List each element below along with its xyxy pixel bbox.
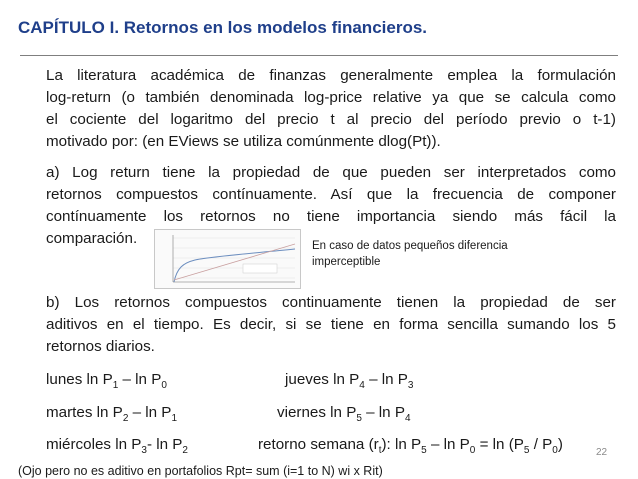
chart-note: En caso de datos pequeños diferencia imperceptible bbox=[312, 240, 508, 268]
equation-weekly-return: retorno semana $(r_t)$: $\ln P_5 - \ln P_0 = \ln (P_5 / P_0)$ bbox=[258, 436, 563, 457]
title-divider bbox=[20, 55, 618, 56]
page-number: 22 bbox=[596, 447, 608, 458]
text-line: comparación. bbox=[46, 230, 138, 247]
slide-title: CAPÍTULO I. Retornos en los modelos financieros. bbox=[18, 18, 428, 37]
text-line: motivado por: (en EViews se utiliza comúnmente dlog(Pt)). bbox=[46, 133, 441, 150]
text-line: contínuamente los retornos no tiene importancia siendo más fácil la bbox=[46, 208, 616, 225]
text-line: aditivos en el tiempo. Es decir, si se tiene en forma sencilla sumando los 5 bbox=[46, 316, 616, 333]
log-curve-thumbnail bbox=[154, 229, 301, 289]
paragraph-property-a bbox=[46, 162, 616, 250]
text-line: b) Los retornos compuestos continuamente tienen la propiedad de ser bbox=[46, 294, 616, 311]
text-line: log-return (o también denominada log-price relative ya que se calcula como bbox=[46, 89, 616, 106]
equation-martes: martes $\ln P_2$ – $\ln P_1$ bbox=[46, 404, 177, 425]
text-line: La literatura académica de finanzas generalmente emplea la formulación bbox=[46, 67, 616, 84]
equation-miercoles: miércoles $\ln P_3-$ $\ln P_2$ bbox=[46, 436, 188, 457]
text-line: retornos diarios. bbox=[46, 338, 155, 355]
footnote: (Ojo pero no es aditivo en portafolios Rpt= sum (i=1 to N) wi x Rit) bbox=[18, 464, 383, 478]
text-line: retornos compuestos contínuamente. Así que la frecuencia de componer bbox=[46, 186, 616, 203]
paragraph-log-return bbox=[46, 65, 616, 153]
text-line: el cociente del logaritmo del precio t al precio del período previo o t-1) bbox=[46, 111, 616, 128]
paragraph-property-b bbox=[46, 292, 616, 358]
equation-lunes: lunes $\ln P_1$ – $\ln P_0$ bbox=[46, 371, 167, 392]
text-line: a) Log return tiene la propiedad de que pueden ser interpretados como bbox=[46, 164, 616, 181]
log-curve-graphic bbox=[155, 230, 300, 288]
equation-jueves: jueves $\ln P_4$ – $\ln P_3$ bbox=[285, 371, 414, 392]
equation-viernes: viernes $\ln P_5$ – $\ln P_4$ bbox=[277, 404, 411, 425]
